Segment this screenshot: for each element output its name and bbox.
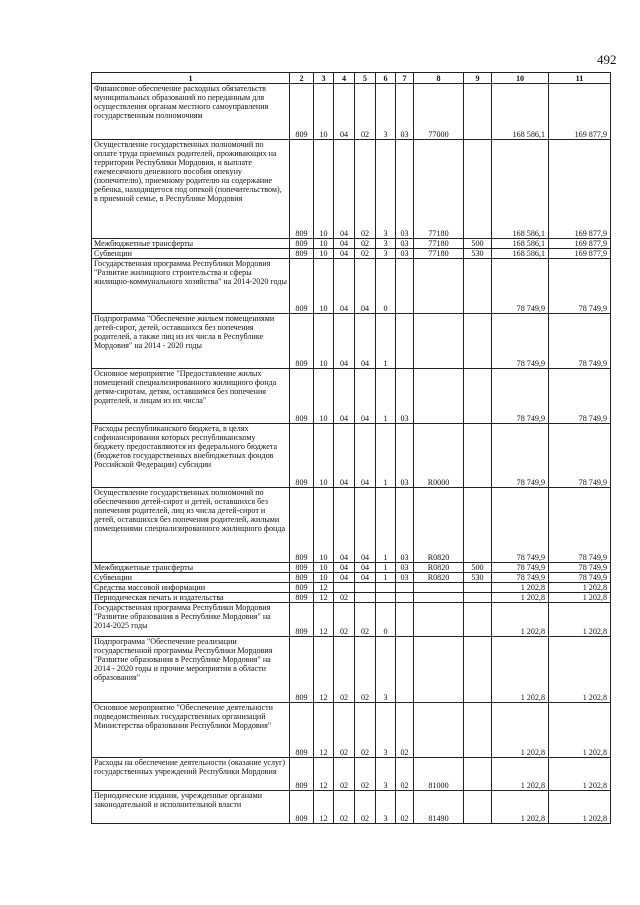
cell-expense-type: 530 (464, 573, 492, 583)
header-cell: 7 (396, 73, 414, 84)
table-row (92, 583, 611, 593)
cell-admin-code: 809 (290, 573, 314, 583)
cell-direction (414, 583, 464, 593)
header-cell: 9 (464, 73, 492, 84)
cell-admin-code: 809 (290, 488, 314, 563)
cell-subprogram: 0 (376, 259, 396, 314)
cell-amount-year1: 78 749,9 (492, 314, 549, 369)
cell-amount-year2: 169 877,9 (549, 249, 611, 259)
table-row (92, 369, 611, 424)
cell-expense-type (464, 791, 492, 824)
cell-measure (396, 593, 414, 603)
cell-measure: 03 (396, 573, 414, 583)
cell-expense-type (464, 593, 492, 603)
cell-section: 12 (314, 583, 334, 593)
cell-admin-code: 809 (290, 703, 314, 758)
table-row (92, 603, 611, 637)
cell-program: 04 (355, 369, 376, 424)
header-cell: 2 (290, 73, 314, 84)
cell-section: 10 (314, 249, 334, 259)
cell-subprogram: 3 (376, 758, 396, 791)
cell-admin-code: 809 (290, 424, 314, 488)
cell-amount-year1: 1 202,8 (492, 637, 549, 703)
cell-amount-year2: 78 749,9 (549, 369, 611, 424)
cell-expense-type (464, 314, 492, 369)
cell-admin-code: 809 (290, 239, 314, 249)
cell-measure: 03 (396, 84, 414, 140)
cell-admin-code: 809 (290, 758, 314, 791)
cell-admin-code: 809 (290, 259, 314, 314)
cell-subsection (334, 583, 355, 593)
cell-amount-year1: 78 749,9 (492, 369, 549, 424)
cell-program (355, 593, 376, 603)
cell-amount-year2: 78 749,9 (549, 424, 611, 488)
cell-subsection: 02 (334, 593, 355, 603)
cell-amount-year1: 1 202,8 (492, 703, 549, 758)
header-cell: 5 (355, 73, 376, 84)
table-row (92, 424, 611, 488)
cell-subprogram (376, 583, 396, 593)
cell-subsection: 04 (334, 314, 355, 369)
cell-subsection: 04 (334, 369, 355, 424)
cell-subprogram: 3 (376, 791, 396, 824)
cell-amount-year1: 78 749,9 (492, 424, 549, 488)
cell-subprogram: 3 (376, 140, 396, 239)
cell-amount-year1: 1 202,8 (492, 791, 549, 824)
cell-subsection: 04 (334, 563, 355, 573)
header-row (92, 73, 611, 84)
cell-subprogram: 3 (376, 84, 396, 140)
cell-section: 10 (314, 573, 334, 583)
cell-measure: 02 (396, 758, 414, 791)
cell-program: 02 (355, 249, 376, 259)
cell-program: 04 (355, 573, 376, 583)
table-row (92, 239, 611, 249)
cell-subsection: 04 (334, 249, 355, 259)
cell-expense-type (464, 369, 492, 424)
cell-name: Государственная программа Республики Мордовия "Развитие жилищного строительства и сферы жилищно-коммунального хозяйства" на 2014-2020 годы (92, 259, 290, 314)
cell-subsection: 04 (334, 573, 355, 583)
cell-amount-year2: 78 749,9 (549, 573, 611, 583)
cell-measure: 03 (396, 249, 414, 259)
cell-admin-code: 809 (290, 314, 314, 369)
cell-section: 10 (314, 488, 334, 563)
table-row (92, 488, 611, 563)
cell-measure (396, 637, 414, 703)
cell-section: 10 (314, 140, 334, 239)
cell-name: Основное мероприятие "Предоставление жилых помещений специализированного жилищного фонда детям-сиротам, детям, оставшимся без попечения родителей, и лицам из их числа" (92, 369, 290, 424)
cell-admin-code: 809 (290, 563, 314, 573)
cell-amount-year2: 78 749,9 (549, 314, 611, 369)
cell-amount-year2: 169 877,9 (549, 84, 611, 140)
cell-direction (414, 314, 464, 369)
cell-amount-year1: 78 749,9 (492, 488, 549, 563)
cell-admin-code: 809 (290, 369, 314, 424)
cell-name: Финансовое обеспечение расходных обязательств муниципальных образований по переданным для осуществления органам местного самоуправления государственным полномочиям (92, 84, 290, 140)
cell-admin-code: 809 (290, 593, 314, 603)
cell-section: 10 (314, 563, 334, 573)
cell-direction (414, 603, 464, 637)
cell-name: Средства массовой информации (92, 583, 290, 593)
cell-program: 02 (355, 758, 376, 791)
cell-expense-type (464, 603, 492, 637)
cell-program: 02 (355, 603, 376, 637)
cell-section: 12 (314, 791, 334, 824)
cell-subsection: 04 (334, 259, 355, 314)
cell-name: Субвенции (92, 249, 290, 259)
cell-direction: 77000 (414, 84, 464, 140)
cell-measure: 03 (396, 488, 414, 563)
cell-section: 10 (314, 424, 334, 488)
cell-section: 12 (314, 603, 334, 637)
cell-admin-code: 809 (290, 791, 314, 824)
cell-program: 02 (355, 84, 376, 140)
cell-measure (396, 314, 414, 369)
cell-amount-year2: 1 202,8 (549, 637, 611, 703)
cell-subprogram: 1 (376, 573, 396, 583)
cell-program: 02 (355, 140, 376, 239)
cell-admin-code: 809 (290, 249, 314, 259)
cell-subprogram: 1 (376, 369, 396, 424)
header-cell: 6 (376, 73, 396, 84)
cell-program: 02 (355, 637, 376, 703)
table-row (92, 791, 611, 824)
table-row (92, 703, 611, 758)
cell-subprogram: 1 (376, 424, 396, 488)
cell-direction: R0820 (414, 563, 464, 573)
cell-direction (414, 637, 464, 703)
cell-amount-year2: 169 877,9 (549, 239, 611, 249)
cell-name: Подпрограмма "Обеспечение реализации государственной программы Республики Мордовия "Развитие образования в Республике Мордовия" на 2014 - 2020 годы и прочие мероприятия в области образования" (92, 637, 290, 703)
cell-amount-year1: 1 202,8 (492, 593, 549, 603)
cell-section: 12 (314, 758, 334, 791)
cell-amount-year2: 78 749,9 (549, 488, 611, 563)
cell-amount-year1: 168 586,1 (492, 239, 549, 249)
cell-section: 10 (314, 259, 334, 314)
cell-direction (414, 259, 464, 314)
cell-expense-type (464, 488, 492, 563)
cell-amount-year2: 1 202,8 (549, 583, 611, 593)
cell-expense-type (464, 84, 492, 140)
cell-subprogram: 1 (376, 314, 396, 369)
cell-program: 04 (355, 314, 376, 369)
cell-admin-code: 809 (290, 637, 314, 703)
cell-subprogram: 3 (376, 249, 396, 259)
cell-measure (396, 259, 414, 314)
cell-subprogram: 3 (376, 703, 396, 758)
cell-name: Осуществление государственных полномочий по оплате труда приемных родителей, проживающих на территории Республики Мордовия, и выплате ежемесячного денежного пособия опекуну (попечителю), приемному родителю на содержание ребенка, находящегося под опекой (попечительством), в приемной семье, в Республике Мордовия (92, 140, 290, 239)
cell-subprogram: 0 (376, 603, 396, 637)
cell-measure: 02 (396, 791, 414, 824)
cell-section: 10 (314, 239, 334, 249)
cell-subsection: 04 (334, 239, 355, 249)
header-cell: 8 (414, 73, 464, 84)
cell-subprogram: 1 (376, 563, 396, 573)
cell-direction: 77180 (414, 140, 464, 239)
cell-measure: 03 (396, 369, 414, 424)
cell-expense-type: 500 (464, 563, 492, 573)
cell-expense-type (464, 140, 492, 239)
cell-section: 12 (314, 593, 334, 603)
table-body (92, 73, 611, 824)
cell-subprogram (376, 593, 396, 603)
cell-name: Межбюджетные трансферты (92, 239, 290, 249)
table-row (92, 563, 611, 573)
cell-program: 04 (355, 488, 376, 563)
cell-direction: R0820 (414, 573, 464, 583)
cell-amount-year1: 78 749,9 (492, 563, 549, 573)
header-cell: 11 (549, 73, 611, 84)
cell-name: Осуществление государственных полномочий по обеспечению детей-сирот и детей, оставшихся без попечения родителей, лиц из числа детей-сирот и детей, оставшихся без попечения родителей, жилыми помещениями специализированного жилищного фонда (92, 488, 290, 563)
cell-direction (414, 703, 464, 758)
cell-amount-year2: 1 202,8 (549, 603, 611, 637)
table-row (92, 84, 611, 140)
cell-amount-year1: 1 202,8 (492, 603, 549, 637)
cell-name: Периодические издания, учрежденные органами законодательной и исполнительной власти (92, 791, 290, 824)
cell-direction (414, 369, 464, 424)
cell-program: 02 (355, 791, 376, 824)
cell-subsection: 04 (334, 140, 355, 239)
cell-name: Подпрограмма "Обеспечение жильем помещениями детей-сирот, детей, оставшихся без попечения родителей, а также лиц из их числа в Республике Мордовия" на 2014 - 2020 годы (92, 314, 290, 369)
cell-subsection: 02 (334, 603, 355, 637)
cell-direction: R0000 (414, 424, 464, 488)
cell-amount-year2: 78 749,9 (549, 259, 611, 314)
cell-amount-year1: 78 749,9 (492, 259, 549, 314)
cell-amount-year1: 168 586,1 (492, 140, 549, 239)
cell-program: 02 (355, 703, 376, 758)
table-row (92, 637, 611, 703)
cell-subsection: 02 (334, 791, 355, 824)
cell-program: 04 (355, 424, 376, 488)
cell-section: 10 (314, 369, 334, 424)
cell-subprogram: 1 (376, 488, 396, 563)
cell-amount-year2: 1 202,8 (549, 758, 611, 791)
cell-admin-code: 809 (290, 140, 314, 239)
cell-program: 04 (355, 259, 376, 314)
cell-expense-type (464, 259, 492, 314)
cell-program (355, 583, 376, 593)
cell-name: Периодическая печать и издательства (92, 593, 290, 603)
cell-name: Субвенции (92, 573, 290, 583)
cell-amount-year1: 78 749,9 (492, 573, 549, 583)
cell-expense-type (464, 424, 492, 488)
cell-direction: 81000 (414, 758, 464, 791)
cell-measure: 02 (396, 703, 414, 758)
cell-name: Государственная программа Республики Мордовия "Развитие образования в Республике Мордовия" на 2014-2025 годы (92, 603, 290, 637)
cell-admin-code: 809 (290, 84, 314, 140)
cell-section: 12 (314, 703, 334, 758)
cell-amount-year2: 78 749,9 (549, 563, 611, 573)
cell-measure (396, 583, 414, 593)
cell-measure: 03 (396, 424, 414, 488)
cell-name: Межбюджетные трансферты (92, 563, 290, 573)
cell-subsection: 04 (334, 424, 355, 488)
cell-section: 10 (314, 84, 334, 140)
cell-admin-code: 809 (290, 583, 314, 593)
cell-direction: R0820 (414, 488, 464, 563)
cell-amount-year2: 1 202,8 (549, 593, 611, 603)
cell-expense-type: 500 (464, 239, 492, 249)
table-row (92, 573, 611, 583)
cell-amount-year2: 1 202,8 (549, 703, 611, 758)
cell-expense-type: 530 (464, 249, 492, 259)
cell-measure: 03 (396, 563, 414, 573)
cell-direction: 81490 (414, 791, 464, 824)
cell-section: 12 (314, 637, 334, 703)
cell-subsection: 02 (334, 637, 355, 703)
cell-admin-code: 809 (290, 603, 314, 637)
cell-amount-year2: 1 202,8 (549, 791, 611, 824)
cell-program: 02 (355, 239, 376, 249)
cell-name: Расходы на обеспечение деятельности (оказание услуг) государственных учреждений Республики Мордовия (92, 758, 290, 791)
cell-expense-type (464, 703, 492, 758)
cell-amount-year2: 169 877,9 (549, 140, 611, 239)
cell-amount-year1: 1 202,8 (492, 583, 549, 593)
cell-section: 10 (314, 314, 334, 369)
table-row (92, 249, 611, 259)
cell-subsection: 02 (334, 703, 355, 758)
table-row (92, 758, 611, 791)
cell-direction: 77180 (414, 249, 464, 259)
page-number: 492 (597, 52, 617, 67)
cell-subprogram: 3 (376, 239, 396, 249)
header-cell: 3 (314, 73, 334, 84)
table-row (92, 259, 611, 314)
budget-table (91, 72, 611, 824)
cell-amount-year1: 1 202,8 (492, 758, 549, 791)
cell-direction: 77180 (414, 239, 464, 249)
cell-direction (414, 593, 464, 603)
table-row (92, 314, 611, 369)
cell-subprogram: 3 (376, 637, 396, 703)
header-cell: 10 (492, 73, 549, 84)
cell-program: 04 (355, 563, 376, 573)
table-row (92, 593, 611, 603)
cell-expense-type (464, 637, 492, 703)
cell-measure: 03 (396, 140, 414, 239)
cell-subsection: 04 (334, 488, 355, 563)
cell-amount-year1: 168 586,1 (492, 84, 549, 140)
cell-name: Основное мероприятие "Обеспечение деятельности подведомственных государственных организаций Министерства образования Республики Мордовия" (92, 703, 290, 758)
cell-expense-type (464, 583, 492, 593)
cell-subsection: 02 (334, 758, 355, 791)
cell-name: Расходы республиканского бюджета, в целях софинансирования которых республиканскому бюджету предоставляются из федерального бюджета (бюджетов государственных внебюджетных фондов Российской Федерации) субсидии (92, 424, 290, 488)
table-row (92, 140, 611, 239)
cell-expense-type (464, 758, 492, 791)
cell-subsection: 04 (334, 84, 355, 140)
cell-measure (396, 603, 414, 637)
header-cell: 4 (334, 73, 355, 84)
header-cell: 1 (92, 73, 290, 84)
cell-measure: 03 (396, 239, 414, 249)
cell-amount-year1: 168 586,1 (492, 249, 549, 259)
